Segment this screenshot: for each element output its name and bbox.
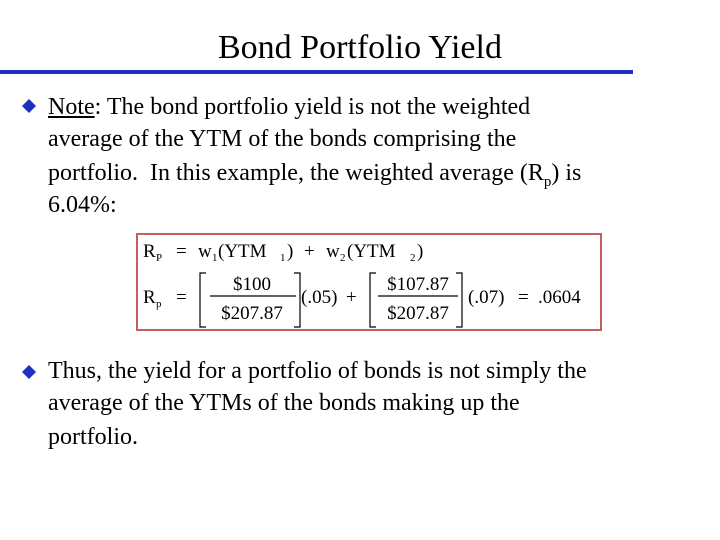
bullet1-line3-a: portfolio. In this example, the weighted average (R [48, 160, 544, 186]
f2-eq: = [176, 287, 187, 308]
bracket-left-1 [200, 273, 206, 327]
f1-plus: + [304, 241, 315, 262]
f1-ytm2-close: ) [417, 241, 424, 262]
bullet1-line1-text: : The bond portfolio yield is not the weighted [94, 94, 531, 120]
f1-ytm2-sub: 2 [410, 252, 416, 264]
f2-den2: $207.87 [387, 303, 449, 324]
f1-w2-sub: 2 [340, 252, 346, 264]
bullet-diamond-icon [22, 99, 36, 113]
bullet1-line3-b: ) is [551, 160, 582, 186]
f1-ytm2: (YTM [347, 241, 396, 262]
rp-subscript: p [543, 174, 552, 190]
f2-den1: $207.87 [221, 303, 283, 324]
bullet2-line1: Thus, the yield for a portfolio of bonds is not simply the [48, 358, 587, 384]
f1-R-sub: P [156, 252, 163, 264]
f1-w2: w [326, 241, 340, 262]
f1-eq: = [176, 241, 187, 262]
f1-R: R [143, 241, 156, 262]
bracket-right-2 [456, 273, 462, 327]
f1-ytm1-close: ) [287, 241, 294, 262]
bullet1-line4: 6.04%: [48, 192, 117, 218]
f2-num2: $107.87 [387, 274, 449, 295]
bullet1-line3 [48, 158, 581, 197]
bullet-diamond-icon [22, 365, 36, 379]
bullet1-line2: average of the YTM of the bonds comprising the [48, 126, 517, 152]
f2-R-sub: p [156, 298, 162, 310]
title-underline-rule [0, 70, 633, 74]
f2-R: R [143, 287, 156, 308]
f2-result: .0604 [538, 287, 581, 308]
f2-eq2: = [518, 287, 529, 308]
bullet2-line2: average of the YTMs of the bonds making up the [48, 390, 520, 416]
f1-ytm1: (YTM [218, 241, 267, 262]
f1-ytm1-sub: 1 [280, 252, 286, 264]
bracket-left-2 [370, 273, 376, 327]
bracket-right-1 [294, 273, 300, 327]
f2-plus: + [346, 287, 357, 308]
formula-box [136, 233, 602, 331]
f2-rate2: (.07) [468, 287, 505, 308]
f2-rate1: (.05) [301, 287, 338, 308]
note-label: Note [48, 94, 95, 120]
f1-w1-sub: 1 [212, 252, 218, 264]
f1-w1: w [198, 241, 212, 262]
bullet1-line1 [48, 92, 530, 122]
f2-num1: $100 [233, 274, 271, 295]
slide-title: Bond Portfolio Yield [218, 29, 502, 66]
bullet2-line3: portfolio. [48, 424, 138, 450]
